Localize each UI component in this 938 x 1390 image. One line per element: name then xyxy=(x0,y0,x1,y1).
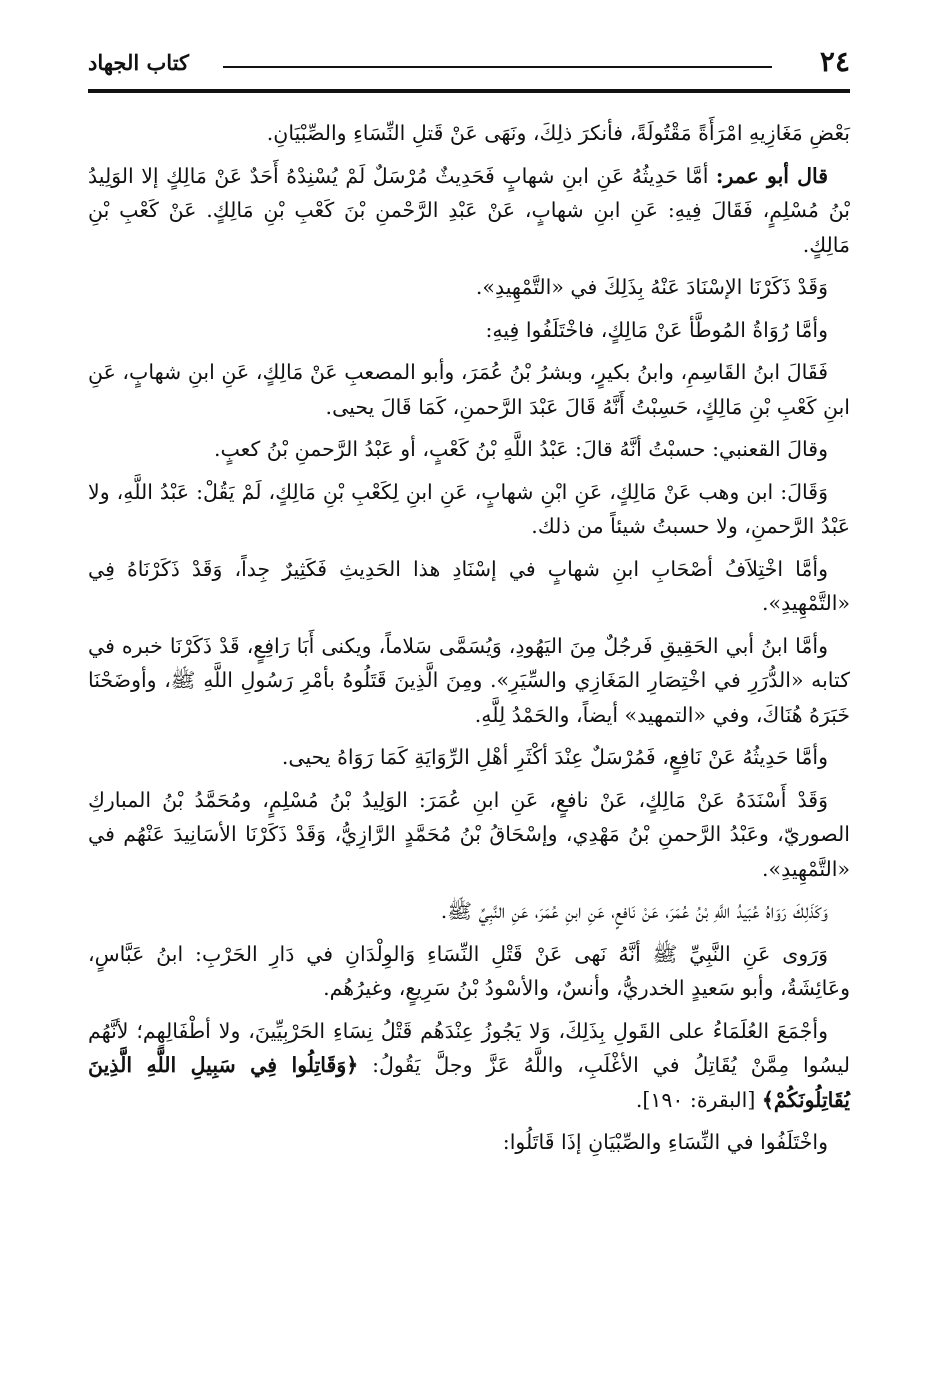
paragraph-text: وأمَّا اخْتِلاَفُ أصْحَابِ ابنِ شهابٍ في إسْنَادِ هذا الحَدِيثِ فَكَثِيرٌ جِداً، وَقَدْ ذَكَرْنَاهُ فِي «التَّمْهِيدِ». xyxy=(88,556,850,615)
paragraph-text: بَعْضِ مَغَازِيهِ امْرَأَةً مَقْتُولَةً، فأنكرَ ذلِكَ، ونَهَى عَنْ قَتلِ النِّسَاءِ والصِّبْيَانِ. xyxy=(266,121,850,145)
paragraph-text: وأجْمَعَ العُلَمَاءُ على القَولِ بِذَلِكَ، وَلا يَجُوزُ عِنْدَهُم قَتْلُ نِسَاءِ الحَرْبِيِّينَ، ولا أطْفَالِهِم؛ لأنَّهُم ليسُوا مِمَّنْ يُقَاتِلُ في الأغْلَبِ، واللَّهُ عَزَّ وجلَّ يَقُولُ: xyxy=(88,1018,850,1077)
paragraph-text: وَكَذَلِكَ رَوَاهُ عُبَيدُ اللَّهِ بْنُ عُمَرَ، عَنْ نَافعٍ، عَنِ ابنِ عُمَرَ، عَنِ النَّبِيِّ ﷺ. xyxy=(440,899,828,923)
paragraph-text: وَرَوى عَنِ النَّبِيِّ ﷺ أنَّهُ نَهى عَنْ قَتْلِ النِّسَاءِ وَالوِلْدَانِ في دَارِ الحَرْبِ: ابنُ عَبَّاسٍ، وعَائِشَةُ، وأبو سَعيدٍ الخدريُّ، وأنسٌ، والأسْودُ بْنُ سَرِيعٍ، وغيرُهُم. xyxy=(88,941,850,1000)
paragraph xyxy=(88,355,850,424)
paragraph-text: وَقَدْ أَسْنَدَهُ عَنْ مَالِكٍ، عَنْ نافعٍ، عَنِ ابنِ عُمَرَ: الوَلِيدُ بْنُ مُسْلِمٍ، ومُحَمَّدُ بْنُ المباركِ الصوريّ، وعَبْدُ الرَّحمنِ بْنُ مَهْدِي، وإسْحَاقُ بْنُ مُحَمَّدٍ الرَّازِيُّ، وَقَدْ ذَكَرْنَا الأسَانِيدَ عَنْهُم في «التَّمْهِيدِ». xyxy=(88,787,850,881)
header-line xyxy=(223,66,772,68)
paragraph xyxy=(88,313,850,348)
paragraph xyxy=(88,116,850,151)
page-number: ٢٤ xyxy=(819,45,850,78)
paragraph xyxy=(88,475,850,544)
paragraph-text: واخْتَلَفُوا في النِّسَاءِ والصِّبْيَانِ إذَا قَاتَلُوا: xyxy=(502,1130,828,1154)
running-title: كتاب الجهاد xyxy=(88,50,190,75)
paragraph-text: وقالَ القعنبي: حسبْتُ أنَّهُ قالَ: عَبْدُ اللَّهِ بْنُ كَعْبٍ، أو عَبْدُ الرَّحمنِ بْنُ كعبٍ. xyxy=(214,437,828,461)
paragraph xyxy=(88,937,850,1006)
paragraph xyxy=(88,432,850,467)
paragraph xyxy=(88,552,850,621)
paragraph xyxy=(88,1014,850,1118)
paragraph xyxy=(88,740,850,775)
author-lead: قال أبو عمر: xyxy=(715,163,829,188)
paragraph-text: وَقَدْ ذَكَرْنَا الإسْنَادَ عَنْهُ بِذَلِكَ في «التَّمْهِيدِ». xyxy=(475,275,828,299)
header-rule xyxy=(88,89,850,93)
paragraph-text: وَقَالَ: ابن وهب عَنْ مَالِكٍ، عَنِ ابْنِ شهابٍ، عَنِ ابنِ لِكَعْبِ بْنِ مَالِكٍ، لَمْ يَقُلْ: عَبْدُ اللَّهِ، ولا عَبْدُ الرَّحمنِ، ولا حسبتُ شيئاً من ذلك. xyxy=(88,479,850,538)
verse-citation: [البقرة: ١٩٠]. xyxy=(635,1087,762,1112)
paragraph-text: فَقَالَ ابنُ القَاسِمِ، وابنُ بكيرٍ، وبشرُ بْنُ عُمَرَ، وأبو المصعبِ عَنْ مَالِكٍ، عَنِ ابنِ شهابٍ، عَنِ ابنِ كَعْبِ بْنِ مَالِكٍ، حَسِبْتُ أَنَّهُ قَالَ عَبْدَ الرَّحمنِ، كَمَا قَالَ يحيى. xyxy=(88,360,850,419)
paragraph xyxy=(88,783,850,887)
paragraph xyxy=(88,1125,850,1160)
paragraph xyxy=(88,270,850,305)
quran-verse: ﴿وَقَاتِلُوا فِي سَبِيلِ اللَّهِ الَّذِينَ يُقَاتِلُونَكُمْ﴾ xyxy=(88,1053,850,1112)
paragraph xyxy=(88,159,850,263)
paragraph xyxy=(88,629,850,733)
paragraph-text: أمَّا حَدِيثُهُ عَنِ ابنِ شهابٍ فَحَدِيثٌ مُرْسَلٌ لَمْ يُسْنِدْهُ أَحَدٌ عَنْ مَالِكٍ إلا الوَلِيدُ بْنُ مُسْلِمٍ، فَقَالَ فِيهِ: عَنِ ابنِ شهابٍ، عَنْ عَبْدِ الرَّحْمنِ بْنَ كَعْبِ بْنِ مَالِكٍ. عَنْ كَعْبِ بْنِ مَالِكٍ. xyxy=(88,163,850,257)
paragraph xyxy=(88,894,850,929)
body-text xyxy=(88,116,850,1168)
page-header xyxy=(88,44,850,84)
paragraph-text: وأمَّا ابنُ أبي الحَقِيقِ فَرجُلٌ مِنَ اليَهُودِ، وَيُسَمَّى سَلاماً، ويكنى أَبَا رَافِعٍ، قَدْ ذَكَرْنَا خبره في كتابه «الدُّرَرِ في اخْتِصَارِ المَغَازِي والسِّيَرِ». ومِنَ الَّذِينَ قَتَلُوهُ بأمْرِ رَسُولِ اللَّهِ ﷺ، وأوضَحْنَا خَبَرَهُ هُنَاكَ، وفي «التمهيد» أيضاً، والحَمْدُ لِلَّهِ. xyxy=(88,633,850,727)
paragraph-text: وأمَّا حَدِيثُهُ عَنْ نَافِعٍ، فَمُرْسَلٌ عِنْدَ أكْثَرِ أهْلِ الرِّوَايَةِ كَمَا رَوَاهُ يحيى. xyxy=(281,745,828,769)
paragraph-text: وأمَّا رُوَاةُ المُوطَّأ عَنْ مَالِكٍ، فاخْتَلَفُوا فِيهِ: xyxy=(485,317,828,342)
